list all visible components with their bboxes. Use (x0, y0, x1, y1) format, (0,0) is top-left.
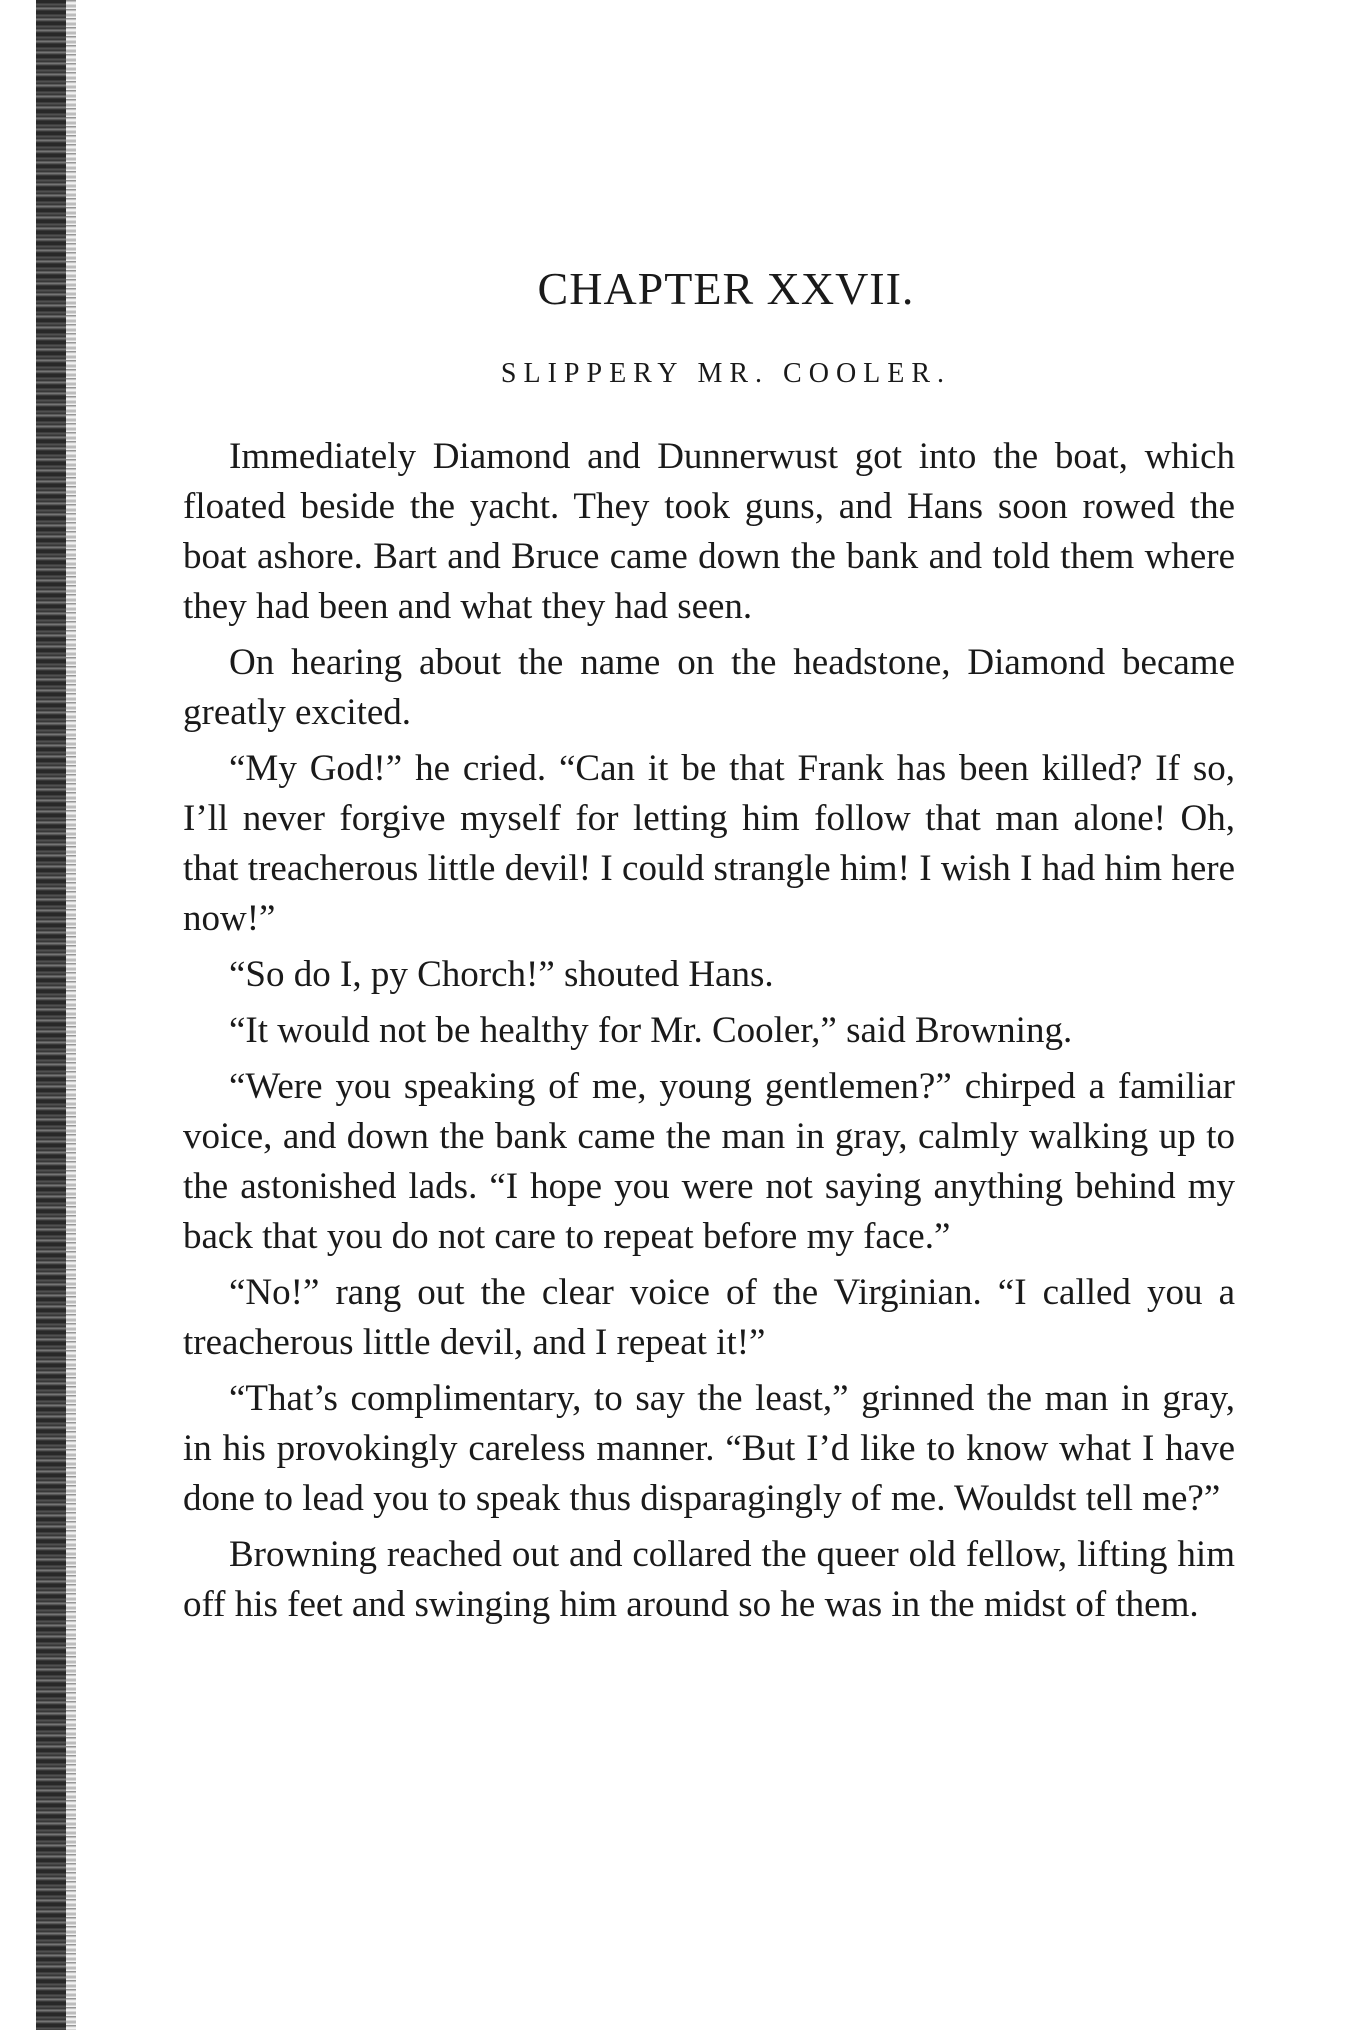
paragraph: On hearing about the name on the headstone, Diamond became greatly excited. (183, 642, 1235, 733)
paragraph: Immediately Diamond and Dunnerwust got into the boat, which floated beside the yacht. They took guns, and Hans soon rowed the boat ashore. Bart and Bruce came down the bank and told them where they had been and what they had seen. (183, 436, 1235, 627)
paragraph: “Were you speaking of me, young gentlemen?” chirped a familiar voice, and down the bank came the man in gray, calmly walking up to the astonished lads. “I hope you were not saying anything behind my back that you do not care to repeat before my face.” (183, 1066, 1235, 1257)
paragraph: Browning reached out and collared the queer old fellow, lifting him off his feet and swinging him around so he was in the midst of them. (183, 1534, 1235, 1625)
paragraph: “That’s complimentary, to say the least,” grinned the man in gray, in his provokingly careless manner. “But I’d like to know what I have done to lead you to speak thus disparagingly of me. Wouldst tell me?” (183, 1378, 1235, 1519)
paragraph: “No!” rang out the clear voice of the Virginian. “I called you a treacherous little devil, and I repeat it!” (183, 1272, 1235, 1363)
chapter-title: CHAPTER XXVII. (537, 263, 915, 314)
paragraph: “It would not be healthy for Mr. Cooler,” said Browning. (229, 1010, 1073, 1051)
paragraph: “So do I, py Chorch!” shouted Hans. (229, 954, 774, 995)
chapter-body (183, 432, 1235, 1636)
chapter-subtitle: SLIPPERY MR. COOLER. (500, 358, 952, 389)
paragraph: “My God!” he cried. “Can it be that Frank has been killed? If so, I’ll never forgive myself for letting him follow that man alone! Oh, that treacherous little devil! I could strangle him! I wish I had him here now!” (183, 748, 1235, 939)
